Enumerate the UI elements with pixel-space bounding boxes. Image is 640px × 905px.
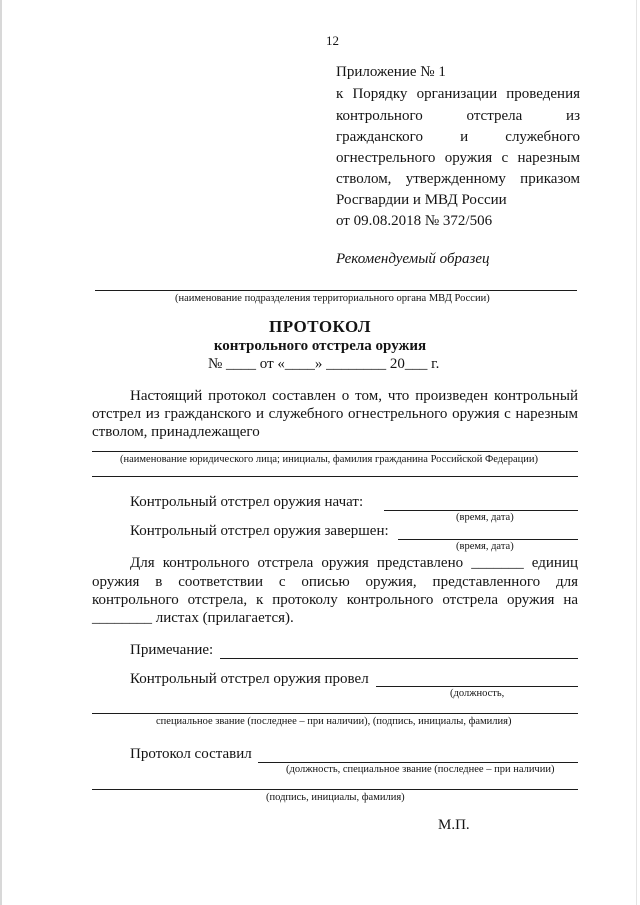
owner-line [92,451,578,452]
protocol-number-line: № ____ от «____» ________ 20___ г. [208,356,440,372]
intro-line-2: отстрел из гражданского и служебного огнестрельного оружия с нарезным [92,406,578,422]
protocol-subtitle: контрольного отстрела оружия [213,338,427,354]
conducted-caption-2: специальное звание (последнее – при наличии), (подпись, инициалы, фамилия) [156,716,512,727]
appendix-line-6: стволом, утвержденному приказом [336,171,580,187]
appendix-line-8: от 09.08.2018 № 372/506 [336,213,493,229]
appendix-line-4: гражданского и служебного [336,129,580,145]
presented-line-3: контрольного отстрела, к протоколу контрольного отстрела оружия на [92,592,578,608]
presented-line-2: оружия в соответствии с описью оружия, представленного для [92,574,578,590]
presented-line-4: ________ листах (прилагается). [92,610,294,626]
start-label: Контрольный отстрел оружия начат: [130,494,364,510]
appendix-line-1: Приложение № 1 [336,64,446,80]
conducted-line-2 [92,713,578,714]
note-label: Примечание: [130,642,214,658]
presented-line-1: Для контрольного отстрела оружия представлено _______ единиц [130,555,578,571]
owner-line-2 [92,476,578,477]
subdivision-caption: (наименование подразделения территориального органа МВД России) [175,293,490,304]
end-caption: (время, дата) [456,541,514,552]
protocol-title: ПРОТОКОЛ [268,317,371,336]
appendix-line-2: к Порядку организации проведения [336,86,580,102]
page-number: 12 [326,33,339,48]
seal-place: М.П. [438,817,470,833]
compiled-caption-2: (подпись, инициалы, фамилия) [266,792,405,803]
appendix-line-3: контрольного отстрела из [336,108,580,124]
subdivision-line [95,290,577,291]
compiled-field-line [258,762,578,763]
appendix-line-5: огнестрельного оружия с нарезным [336,150,580,166]
compiled-line-2 [92,789,578,790]
conducted-caption-1: (должность, [450,688,505,699]
intro-line-3: стволом, принадлежащего [92,424,260,440]
recommended-sample: Рекомендуемый образец [336,251,490,267]
scan-edge-left [0,0,2,905]
intro-line-1: Настоящий протокол составлен о том, что произведен контрольный [130,388,578,404]
conducted-label: Контрольный отстрел оружия провел [130,671,369,687]
appendix-line-7: Росгвардии и МВД России [336,192,507,208]
end-field-line [398,539,578,540]
compiled-caption-1: (должность, специальное звание (последнее – при наличии) [286,764,555,775]
start-field-line [384,510,578,511]
scan-edge-right [636,0,637,905]
note-field-line [220,658,578,659]
end-label: Контрольный отстрел оружия завершен: [130,523,389,539]
start-caption: (время, дата) [456,512,514,523]
compiled-label: Протокол составил [130,746,252,762]
conducted-field-line [376,686,578,687]
owner-caption: (наименование юридического лица; инициалы, фамилия гражданина Российской Федерации) [120,454,539,465]
